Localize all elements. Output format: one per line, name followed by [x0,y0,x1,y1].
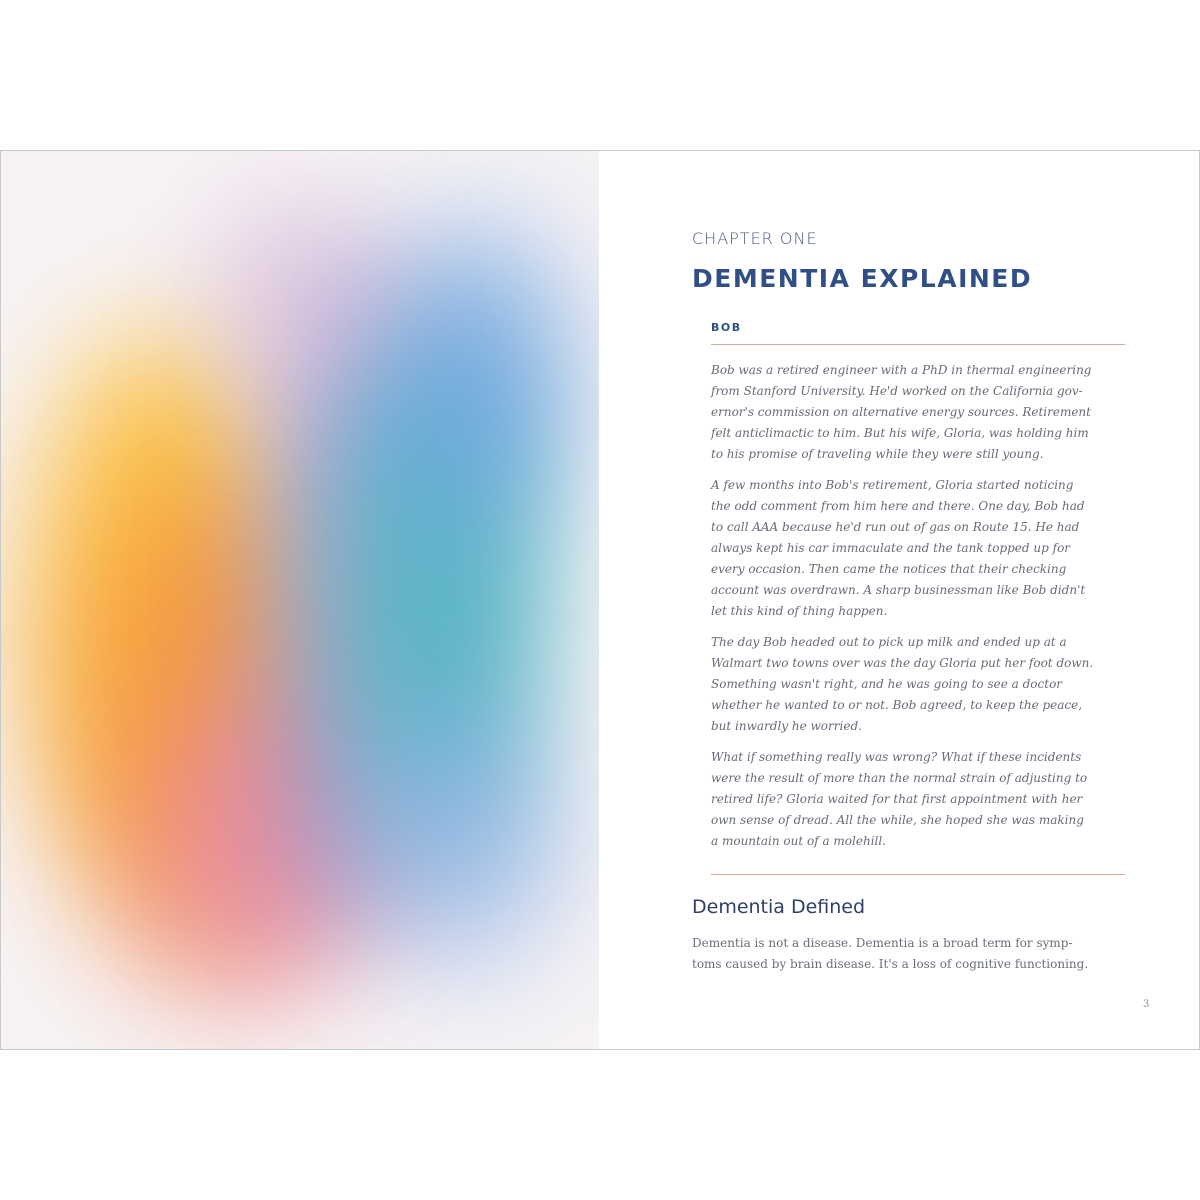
chapter-title: DEMENTIA EXPLAINED [692,264,1033,293]
right-page [599,151,1199,1049]
sidebar-paragraph: What if something really was wrong? What if these incidents were the result of more than the normal strain of adjusting to retired life? Gloria waited for that first appointment with her own sense of dread. All the while, she hoped she was making a mountain out of a molehill. [711,750,1088,848]
sidebar-paragraph: Bob was a retired engineer with a PhD in thermal engineering from Stanford University. He'd worked on the California gov- ernor's commission on alternative energy sources. Retirement felt anticlimactic to him. But his wife, Gloria, was holding him to his promise of traveling while they were still young. [711,363,1092,461]
sidebar-heading: BOB [711,321,742,334]
left-page [1,151,599,1049]
sidebar-body [711,345,1127,874]
chapter-label: CHAPTER ONE [692,229,818,248]
sidebar-bottom-rule [711,874,1125,875]
gradient-illustration [1,151,599,1049]
sidebar-paragraph: The day Bob headed out to pick up milk and ended up at a Walmart two towns over was the day Gloria put her foot down. Something wasn't right, and he was going to see a doctor whether he wanted to or not. Bob agreed, to keep the peace, but inwardly he worried. [711,635,1094,733]
case-study-sidebar [711,321,1127,875]
page-number: 3 [1143,999,1150,1010]
sidebar-paragraph: A few months into Bob's retirement, Gloria started noticing the odd comment from him here and there. One day, Bob had to call AAA because he'd run out of gas on Route 15. He had always kept his car immaculate and the tank topped up for every occasion. Then came the notices that their checking account was overdrawn. A sharp businessman like Bob didn't let this kind of thing happen. [711,478,1086,618]
body-paragraph: Dementia is not a disease. Dementia is a broad term for symp- toms caused by brain disease. It's a loss of cognitive functioning. [692,936,1089,971]
section-heading: Dementia Defined [692,896,866,918]
book-spread [0,150,1200,1050]
